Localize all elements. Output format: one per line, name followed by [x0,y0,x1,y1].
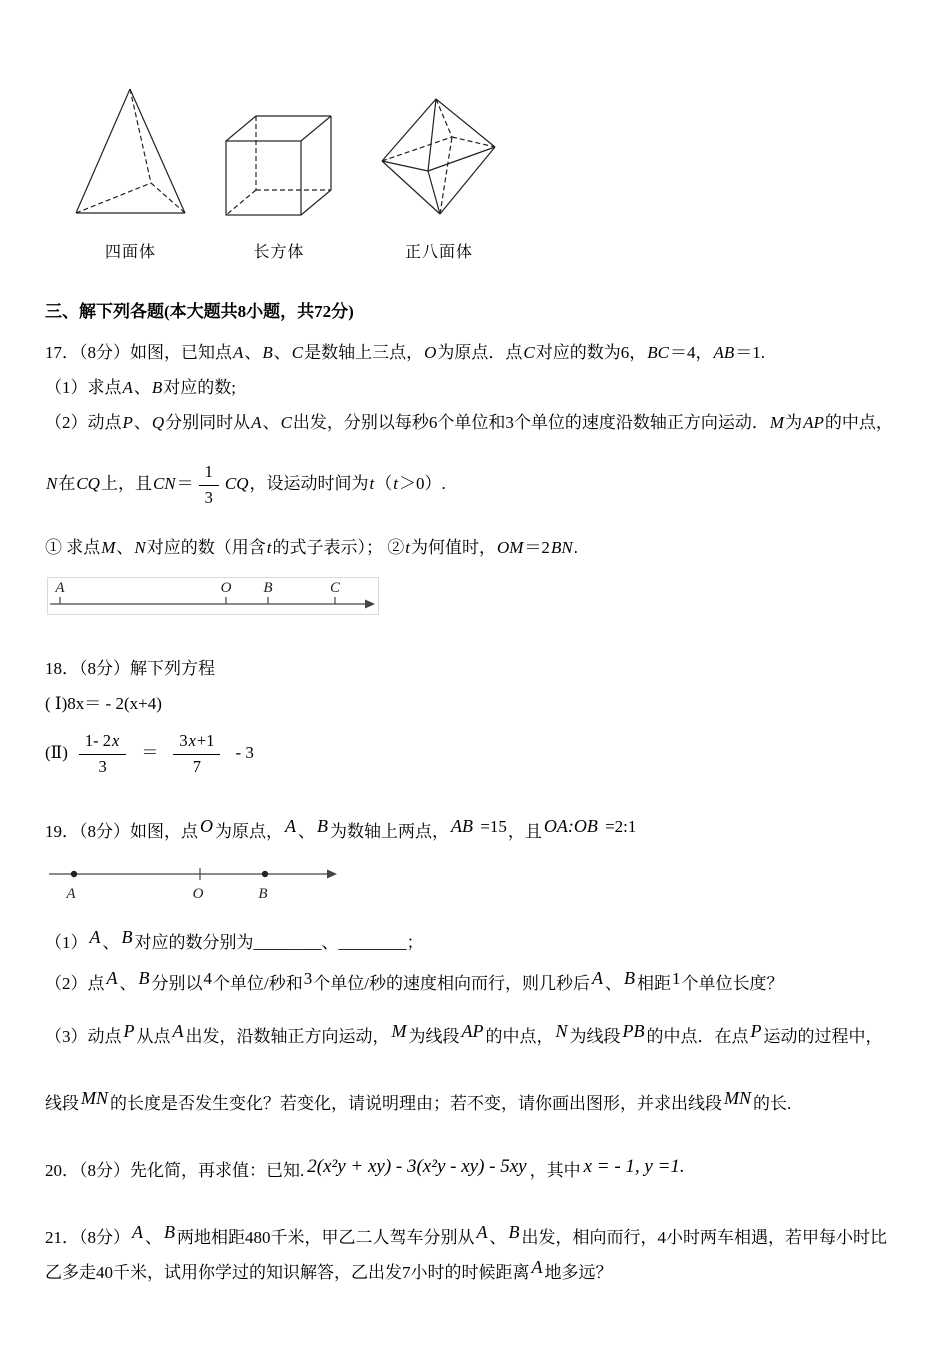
text-run: C [291,343,304,362]
section-header: 三、解下列各题(本大题共8小题，共72分) [45,302,354,321]
text-run: x [188,731,196,751]
text-run: （3）动点 [45,1026,122,1046]
text-run: 在 [58,474,76,494]
text-run: A [476,1221,488,1242]
text-run: 、 [298,821,315,841]
text-run: ＝ [176,474,194,494]
text-run: 17．（8分）如图，已知点 [45,343,232,362]
text-run: M [391,1020,407,1041]
question-19-part3-line2 [45,1087,920,1117]
text-run: A [233,343,244,362]
text-run: 的中点， [485,1026,554,1046]
point-b-dot [262,870,268,876]
text-run: BC [647,343,669,362]
text-run: 为 [785,413,803,432]
text-run: A [89,926,101,947]
text-run: 两地相距480千米，甲乙二人驾车分别从 [177,1227,475,1247]
fraction-numerator [173,731,220,755]
text-run: A [285,815,296,836]
text-run: （1）求点 [45,378,122,397]
text-run: BN [550,538,573,558]
fraction-denominator [199,486,219,509]
text-run: P [122,413,133,432]
text-run: AP [803,413,824,432]
text-run: 2(x²y + xy) - 3(x²y - xy) - 5xy [307,1155,527,1177]
text-run: 上，且 [100,474,152,494]
octahedron-drawing [380,97,498,217]
question-17-intro [45,339,920,366]
text-run: ＝ [141,743,159,763]
cuboid-label: 长方体 [253,244,305,261]
text-run: 为线段 [569,1026,621,1046]
text-run: O [424,343,437,362]
text-run: B [623,967,635,988]
numberline-label-c: C [329,580,341,597]
text-run: ＝4， [669,343,713,362]
text-run: t [393,474,398,494]
text-run: 的中点．在点 [646,1026,749,1046]
text-run: 的长度是否发生变化？若变化，请说明理由；若不变，请你画出图形，并求出线段 [110,1093,722,1113]
text-run: ＞0）. [399,474,446,494]
numberline-label-a: A [55,580,65,597]
text-run: 、 [273,343,291,362]
text-run: 对应的数为6， [535,343,647,362]
text-run: B [151,378,163,397]
fraction-left [79,731,126,777]
text-run: 乙多走40千米，试用你学过的知识解答，乙出发7小时的时候距离 [45,1262,530,1282]
text-run: 7 [192,756,202,776]
text-run: 分别以 [151,973,203,993]
point-a-dot [71,870,77,876]
text-run: 相距 [636,973,671,993]
text-run: 20．（8分）先化简，再求值：已知. [45,1160,305,1180]
text-run-group [224,474,446,493]
fraction-denominator [173,755,220,778]
question-20 [45,1157,920,1184]
tetrahedron-drawing [73,85,188,217]
text-run: A [172,1020,184,1041]
numberline-label-b: B [263,580,273,597]
text-run: C [523,343,535,362]
text-run: （ [375,474,393,494]
text-run: 为原点， [215,821,283,841]
text-run: CN [152,474,176,494]
text-run: B [138,967,150,988]
text-run: 3 [303,968,313,988]
text-run: MN [81,1087,108,1108]
numberline-label-a: A [66,885,76,902]
text-run: P [123,1020,135,1041]
octahedron-figure [380,97,498,262]
text-run: 出发，分别以每秒6个单位和3个单位的速度沿数轴正方向运动． [292,413,769,432]
solids-figure-row [73,85,920,262]
text-run: 对应的数分别为________、________； [134,932,424,952]
q17-numberline [47,577,920,615]
numberline-label-b: B [258,885,268,902]
text-run: 、 [133,378,151,397]
text-run: M [769,413,785,432]
text-run: 地多远？ [544,1262,613,1282]
arrowhead-icon [327,869,337,878]
text-run: 、 [133,413,151,432]
q19-numberline [47,861,920,903]
text-run: ＝1. [735,343,766,362]
text-run: 、 [102,932,120,952]
text-run: O [200,815,213,836]
text-run: . [573,538,578,558]
text-run-group [45,474,194,493]
text-run: 、 [604,973,622,993]
text-run: ，其中 [529,1160,581,1180]
text-run: 、 [119,973,137,993]
text-run: 、 [244,343,262,362]
octahedron-label: 正八面体 [404,244,473,261]
text-run: 21．（8分） [45,1227,130,1247]
text-run: 运动的过程中， [763,1026,883,1046]
text-run: 是数轴上三点， [304,343,424,362]
text-run: 19．（8分）如图，点 [45,821,198,841]
cuboid-figure [225,114,333,262]
text-run: 1 [204,462,213,481]
text-run: 出发，相向而行，4小时两车相遇，若甲每小时比 [521,1227,887,1247]
question-19-intro [45,815,920,845]
text-run: 个单位/秒的速度相向而行，则几秒后 [313,973,590,993]
text-run: 的中点， [824,413,893,432]
text-run: N [555,1020,568,1041]
question-18-equation-1 [45,690,920,717]
text-run: B [164,1221,175,1242]
text-run: 从点 [136,1026,171,1046]
text-run: 3 [98,756,107,776]
question-18-title [45,655,920,682]
text-run: 、 [145,1227,162,1247]
text-run: 3 [204,487,213,507]
arrowhead-icon [365,600,375,609]
text-run: 4 [203,968,212,988]
text-run: AB [713,343,735,362]
text-run: 3 [179,731,188,751]
equals-sign [141,743,158,762]
text-run: A [591,967,603,988]
text-run: 为线段 [408,1026,460,1046]
text-run: 、 [116,538,134,558]
text-run: Q [151,413,165,432]
text-run: （2）动点 [45,413,122,432]
fraction-numerator [79,731,126,755]
text-run: 18．（8分）解下列方程 [45,659,215,679]
text-run: 线段 [45,1093,79,1113]
equation-suffix [235,743,253,762]
tetrahedron-label: 四面体 [104,244,156,261]
text-run: 为原点．点 [437,343,523,362]
text-run: B [121,926,133,947]
question-17-part1 [45,374,920,401]
question-17-part2 [45,409,920,436]
fraction-right [173,731,220,777]
text-run: t [369,474,375,494]
text-run: 对应的数; [163,378,237,397]
text-run: ，设运动时间为 [249,474,369,494]
text-run: 的长. [753,1093,792,1113]
text-run: N [46,474,58,494]
tetrahedron-figure [73,85,188,262]
text-run: 对应的数（用含 [146,538,266,558]
equation-prefix [45,743,68,762]
text-run: （1） [45,932,88,952]
text-run: ＝2 [524,538,550,558]
text-run: A [132,1221,143,1242]
question-19-part2 [45,967,920,997]
question-19-part3-line1 [45,1020,920,1050]
cuboid-drawing [225,114,333,217]
text-run: A [122,378,133,397]
text-run: 的式子表示）； ② [272,538,405,558]
text-run: CQ [76,474,100,494]
text-run: （2）点 [45,973,105,993]
text-run: B [317,815,328,836]
text-run: MN [724,1087,751,1108]
text-run: P [750,1020,762,1041]
text-run: 1- 2 [84,731,112,751]
text-run: CQ [224,474,249,494]
text-run: OA:OB [543,815,598,836]
text-run: N [134,538,146,558]
text-run: +1 [196,731,215,751]
text-run: PB [622,1020,645,1041]
question-17-subquestions [45,534,920,561]
text-run: 个单位/秒和 [213,973,303,993]
question-19-part1 [45,926,920,956]
text-run: 分别同时从 [165,413,251,432]
text-run: OM [496,538,524,558]
text-run: t [405,538,410,558]
text-run: B [262,343,273,362]
question-21-line2 [45,1256,920,1286]
text-run: A [531,1256,543,1277]
text-run: 出发，沿数轴正方向运动， [185,1026,390,1046]
text-run: x [112,731,120,751]
text-run: =15 [476,816,507,836]
text-run: =2:1 [600,816,637,836]
text-run: t [266,538,272,558]
numberline-label-o: O [192,885,204,902]
fraction-denominator [79,755,126,778]
text-run: 、 [262,413,280,432]
text-run: ，且 [507,821,542,841]
question-21-line1 [45,1221,920,1251]
text-run: - 3 [235,743,254,763]
text-run: C [280,413,292,432]
text-run: AB [451,815,473,836]
fraction-one-third [199,462,219,508]
text-run: 1 [671,968,681,988]
text-run: B [508,1221,520,1242]
text-run: M [101,538,116,558]
text-run: 为何值时， [410,538,496,558]
question-18-equation-2 [45,731,920,777]
text-run: AP [461,1020,484,1041]
numberline-label-o: O [220,580,232,597]
text-run: A [106,967,118,988]
text-run: A [251,413,262,432]
text-run: ① 求点 [45,538,101,558]
text-run: x = - 1, y =1. [583,1155,685,1177]
text-run: ( Ⅰ)8x＝ - 2(x+4) [45,694,162,714]
text-run: 、 [489,1227,507,1247]
text-run: 为数轴上两点， [330,821,449,841]
text-run: 个单位长度？ [681,973,784,993]
text-run: (Ⅱ) [45,743,68,763]
question-17-fraction-line [45,462,920,508]
fraction-numerator [199,462,219,486]
